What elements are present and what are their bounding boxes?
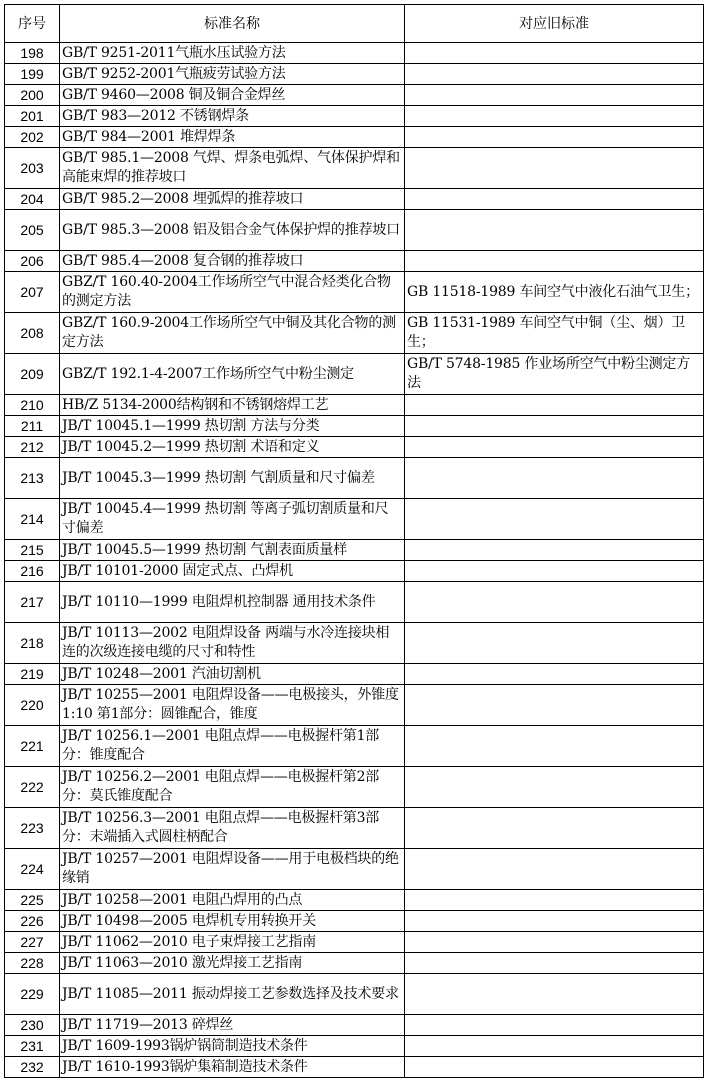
standard-name-cell-text: JB/T 10255—2001 电阻焊设备——电极接头，外锥度1:10 第1部分：圆锥配合，锥度 (62, 687, 399, 722)
row-number-text: 228 (20, 955, 44, 971)
old-standard-cell (405, 85, 704, 106)
row-number (5, 932, 60, 953)
row-number (5, 561, 60, 582)
row-number-text: 225 (20, 892, 44, 908)
standard-name-cell-text: JB/T 10256.3—2001 电阻点焊——电极握杆第3部分：末端插入式圆柱柄配合 (62, 810, 380, 845)
row-number-text: 210 (20, 397, 44, 413)
standard-name-cell (60, 437, 405, 458)
old-standard-cell (405, 1036, 704, 1057)
standard-name-cell-text: GB/T 983—2012 不锈钢焊条 (62, 108, 249, 124)
standard-name-cell (60, 932, 405, 953)
old-standard-cell-text: GB/T 5748-1985 作业场所空气中粉尘测定方法 (407, 356, 691, 391)
standard-name-cell (60, 395, 405, 416)
table-row (5, 85, 704, 106)
standard-name-cell (60, 726, 405, 767)
old-standard-cell (405, 561, 704, 582)
standard-name-cell (60, 499, 405, 540)
row-number (5, 974, 60, 1015)
row-number (5, 911, 60, 932)
standard-name-cell (60, 582, 405, 623)
old-standard-cell-text: GB 11518-1989 车间空气中液化石油气卫生； (407, 283, 699, 300)
row-number (5, 1057, 60, 1078)
table-row (5, 395, 704, 416)
row-number-text: 221 (20, 737, 44, 754)
standard-name-cell (60, 623, 405, 664)
table-row (5, 582, 704, 623)
row-number-text: 204 (20, 191, 44, 207)
old-standard-cell (405, 932, 704, 953)
old-standard-cell (405, 458, 704, 499)
row-number (5, 499, 60, 540)
standard-name-cell-text: GB/T 985.1—2008 气焊、焊条电弧焊、气体保护焊和高能束焊的推荐坡口 (62, 150, 400, 185)
table-row (5, 416, 704, 437)
table-row (5, 911, 704, 932)
old-standard-cell (405, 849, 704, 890)
row-number (5, 890, 60, 911)
row-number (5, 623, 60, 664)
row-number (5, 953, 60, 974)
row-number-text: 224 (20, 860, 44, 877)
old-standard-cell (405, 437, 704, 458)
standard-name-cell (60, 313, 405, 354)
old-standard-cell (405, 685, 704, 726)
row-number-text: 226 (20, 913, 44, 929)
table-row (5, 106, 704, 127)
row-number (5, 106, 60, 127)
old-standard-cell (405, 189, 704, 210)
standard-name-cell (60, 890, 405, 911)
row-number-text: 232 (20, 1059, 44, 1075)
row-number-text: 212 (20, 439, 44, 455)
row-number (5, 189, 60, 210)
row-number-text: 222 (20, 778, 44, 795)
old-standard-cell (405, 911, 704, 932)
standard-name-cell (60, 911, 405, 932)
old-standard-cell (405, 726, 704, 767)
table-row (5, 458, 704, 499)
standard-name-cell-text: GB/T 985.2—2008 埋弧焊的推荐坡口 (62, 191, 304, 207)
standard-name-cell-text: GBZ/T 192.1-4-2007工作场所空气中粉尘测定 (62, 365, 354, 382)
header-number: 序号 (5, 5, 60, 43)
standard-name-cell (60, 540, 405, 561)
old-standard-cell (405, 499, 704, 540)
table-row (5, 540, 704, 561)
row-number-text: 201 (20, 108, 44, 124)
old-standard-cell (405, 1015, 704, 1036)
standard-name-cell-text: JB/T 10045.5—1999 热切割 气割表面质量样 (62, 542, 348, 558)
old-standard-cell (405, 251, 704, 272)
row-number (5, 685, 60, 726)
row-number-text: 223 (20, 819, 44, 836)
standard-name-cell (60, 251, 405, 272)
old-standard-cell (405, 272, 704, 313)
row-number (5, 85, 60, 106)
old-standard-cell (405, 354, 704, 395)
standard-name-cell (60, 272, 405, 313)
standard-name-cell (60, 1036, 405, 1057)
standard-name-cell-text: JB/T 10256.1—2001 电阻点焊——电极握杆第1部分：锥度配合 (62, 728, 380, 763)
table-row (5, 189, 704, 210)
standard-name-cell-text: JB/T 10258—2001 电阻凸焊用的凸点 (62, 892, 303, 908)
table-row (5, 623, 704, 664)
standard-name-cell-text: JB/T 11063—2010 激光焊接工艺指南 (62, 955, 303, 971)
row-number-text: 211 (20, 418, 44, 434)
old-standard-cell (405, 395, 704, 416)
standard-name-cell-text: GBZ/T 160.40-2004工作场所空气中混合烃类化合物的测定方法 (62, 274, 391, 309)
row-number (5, 582, 60, 623)
standard-name-cell (60, 43, 405, 64)
table-row (5, 354, 704, 395)
row-number (5, 210, 60, 251)
header-old-standard: 对应旧标准 (405, 5, 704, 43)
standards-table (4, 4, 704, 1078)
standard-name-cell-text: GB/T 9251-2011气瓶水压试验方法 (62, 45, 286, 61)
standard-name-cell-text: GB/T 9252-2001气瓶疲劳试验方法 (62, 66, 286, 82)
standard-name-cell (60, 189, 405, 210)
row-number (5, 43, 60, 64)
row-number-text: 213 (20, 469, 44, 486)
row-number-text: 205 (20, 221, 44, 238)
row-number (5, 127, 60, 148)
standard-name-cell-text: JB/T 10045.4—1999 热切割 等离子弧切割质量和尺寸偏差 (62, 501, 389, 536)
standard-name-cell-text: JB/T 10248—2001 汽油切割机 (62, 666, 261, 682)
row-number-text: 199 (20, 66, 44, 82)
standard-name-cell (60, 210, 405, 251)
table-row (5, 664, 704, 685)
old-standard-cell (405, 808, 704, 849)
row-number-text: 218 (20, 634, 44, 651)
standard-name-cell-text: JB/T 11062—2010 电子束焊接工艺指南 (62, 934, 317, 950)
row-number-text: 217 (20, 593, 44, 610)
old-standard-cell (405, 953, 704, 974)
row-number (5, 808, 60, 849)
table-row (5, 561, 704, 582)
row-number-text: 209 (20, 365, 44, 382)
row-number-text: 202 (20, 129, 44, 145)
table-row (5, 808, 704, 849)
standard-name-cell (60, 767, 405, 808)
standard-name-cell-text: GB/T 985.4—2008 复合钢的推荐坡口 (62, 253, 304, 269)
old-standard-cell (405, 1057, 704, 1078)
standard-name-cell (60, 85, 405, 106)
standard-name-cell (60, 808, 405, 849)
table-row (5, 767, 704, 808)
row-number (5, 540, 60, 561)
standard-name-cell-text: GB/T 9460—2008 铜及铜合金焊丝 (62, 87, 286, 103)
standard-name-cell-text: JB/T 1609-1993锅炉锅筒制造技术条件 (62, 1038, 308, 1054)
row-number (5, 767, 60, 808)
table-row (5, 974, 704, 1015)
standard-name-cell (60, 148, 405, 189)
table-row (5, 251, 704, 272)
standard-name-cell-text: JB/T 11719—2013 碎焊丝 (62, 1017, 234, 1033)
standard-name-cell-text: JB/T 11085—2011 振动焊接工艺参数选择及技术要求 (62, 985, 399, 1002)
table-row (5, 210, 704, 251)
row-number (5, 1036, 60, 1057)
standard-name-cell (60, 561, 405, 582)
table-row (5, 437, 704, 458)
standard-name-cell (60, 354, 405, 395)
table-row (5, 1057, 704, 1078)
table-row (5, 313, 704, 354)
row-number-text: 208 (20, 324, 44, 341)
standard-name-cell (60, 458, 405, 499)
old-standard-cell-text: GB 11531-1989 车间空气中铜（尘、烟）卫生； (407, 315, 686, 350)
standard-name-cell-text: GB/T 985.3—2008 铝及铝合金气体保护焊的推荐坡口 (62, 221, 400, 238)
table-row (5, 272, 704, 313)
table-row (5, 726, 704, 767)
standard-name-cell-text: JB/T 10101-2000 固定式点、凸焊机 (62, 563, 293, 579)
row-number (5, 251, 60, 272)
row-number-text: 227 (20, 934, 44, 950)
old-standard-cell (405, 664, 704, 685)
row-number (5, 313, 60, 354)
old-standard-cell (405, 890, 704, 911)
row-number-text: 220 (20, 696, 44, 713)
standard-name-cell (60, 106, 405, 127)
old-standard-cell (405, 582, 704, 623)
header-standard-name: 标准名称 (60, 5, 405, 43)
row-number-text: 203 (20, 159, 44, 176)
table-row (5, 890, 704, 911)
standard-name-cell (60, 685, 405, 726)
standard-name-cell-text: JB/T 10256.2—2001 电阻点焊——电极握杆第2部分：莫氏锥度配合 (62, 769, 380, 804)
old-standard-cell (405, 210, 704, 251)
standard-name-cell-text: JB/T 10498—2005 电焊机专用转换开关 (62, 913, 317, 929)
row-number (5, 416, 60, 437)
row-number-text: 214 (20, 510, 44, 527)
standard-name-cell (60, 64, 405, 85)
standard-name-cell (60, 974, 405, 1015)
table-row (5, 849, 704, 890)
standard-name-cell (60, 416, 405, 437)
row-number-text: 219 (20, 666, 44, 682)
row-number-text: 200 (20, 87, 44, 103)
row-number-text: 215 (20, 542, 44, 558)
table-row (5, 148, 704, 189)
old-standard-cell (405, 540, 704, 561)
table-row (5, 932, 704, 953)
standard-name-cell (60, 127, 405, 148)
row-number-text: 216 (20, 563, 44, 579)
header-row (5, 5, 704, 43)
row-number (5, 148, 60, 189)
table-row (5, 953, 704, 974)
row-number (5, 726, 60, 767)
row-number (5, 354, 60, 395)
old-standard-cell (405, 767, 704, 808)
row-number-text: 198 (20, 45, 44, 61)
standard-name-cell (60, 953, 405, 974)
row-number (5, 458, 60, 499)
table-row (5, 499, 704, 540)
standard-name-cell-text: JB/T 10045.3—1999 热切割 气割质量和尺寸偏差 (62, 469, 375, 486)
old-standard-cell (405, 313, 704, 354)
standard-name-cell-text: JB/T 1610-1993锅炉集箱制造技术条件 (62, 1059, 308, 1075)
standard-name-cell-text: HB/Z 5134-2000结构钢和不锈钢熔焊工艺 (62, 397, 329, 413)
standard-name-cell-text: JB/T 10045.1—1999 热切割 方法与分类 (62, 418, 320, 434)
row-number (5, 437, 60, 458)
old-standard-cell (405, 64, 704, 85)
row-number-text: 206 (20, 253, 44, 269)
row-number (5, 664, 60, 685)
old-standard-cell (405, 106, 704, 127)
standard-name-cell (60, 1057, 405, 1078)
table-body (5, 43, 704, 1078)
standard-name-cell (60, 1015, 405, 1036)
standard-name-cell-text: JB/T 10257—2001 电阻焊设备——用于电极档块的绝缘销 (62, 851, 399, 886)
old-standard-cell (405, 43, 704, 64)
row-number-text: 230 (20, 1017, 44, 1033)
old-standard-cell (405, 127, 704, 148)
old-standard-cell (405, 623, 704, 664)
table-row (5, 43, 704, 64)
standard-name-cell-text: GBZ/T 160.9-2004工作场所空气中铜及其化合物的测定方法 (62, 315, 396, 350)
row-number-text: 231 (20, 1038, 44, 1054)
standard-name-cell-text: JB/T 10113—2002 电阻焊设备 两端与水冷连接块相连的次级连接电缆的尺寸和特性 (62, 625, 390, 660)
row-number-text: 207 (20, 283, 44, 300)
standard-name-cell (60, 664, 405, 685)
standard-name-cell (60, 849, 405, 890)
row-number (5, 272, 60, 313)
row-number-text: 229 (20, 985, 44, 1002)
standard-name-cell-text: JB/T 10045.2—1999 热切割 术语和定义 (62, 439, 320, 455)
table-row (5, 1036, 704, 1057)
table-row (5, 127, 704, 148)
table-row (5, 64, 704, 85)
row-number (5, 64, 60, 85)
table-row (5, 685, 704, 726)
old-standard-cell (405, 148, 704, 189)
row-number (5, 395, 60, 416)
row-number (5, 1015, 60, 1036)
standard-name-cell-text: JB/T 10110—1999 电阻焊机控制器 通用技术条件 (62, 593, 376, 610)
old-standard-cell (405, 416, 704, 437)
table-row (5, 1015, 704, 1036)
standard-name-cell-text: GB/T 984—2001 堆焊焊条 (62, 129, 236, 145)
old-standard-cell (405, 974, 704, 1015)
row-number (5, 849, 60, 890)
